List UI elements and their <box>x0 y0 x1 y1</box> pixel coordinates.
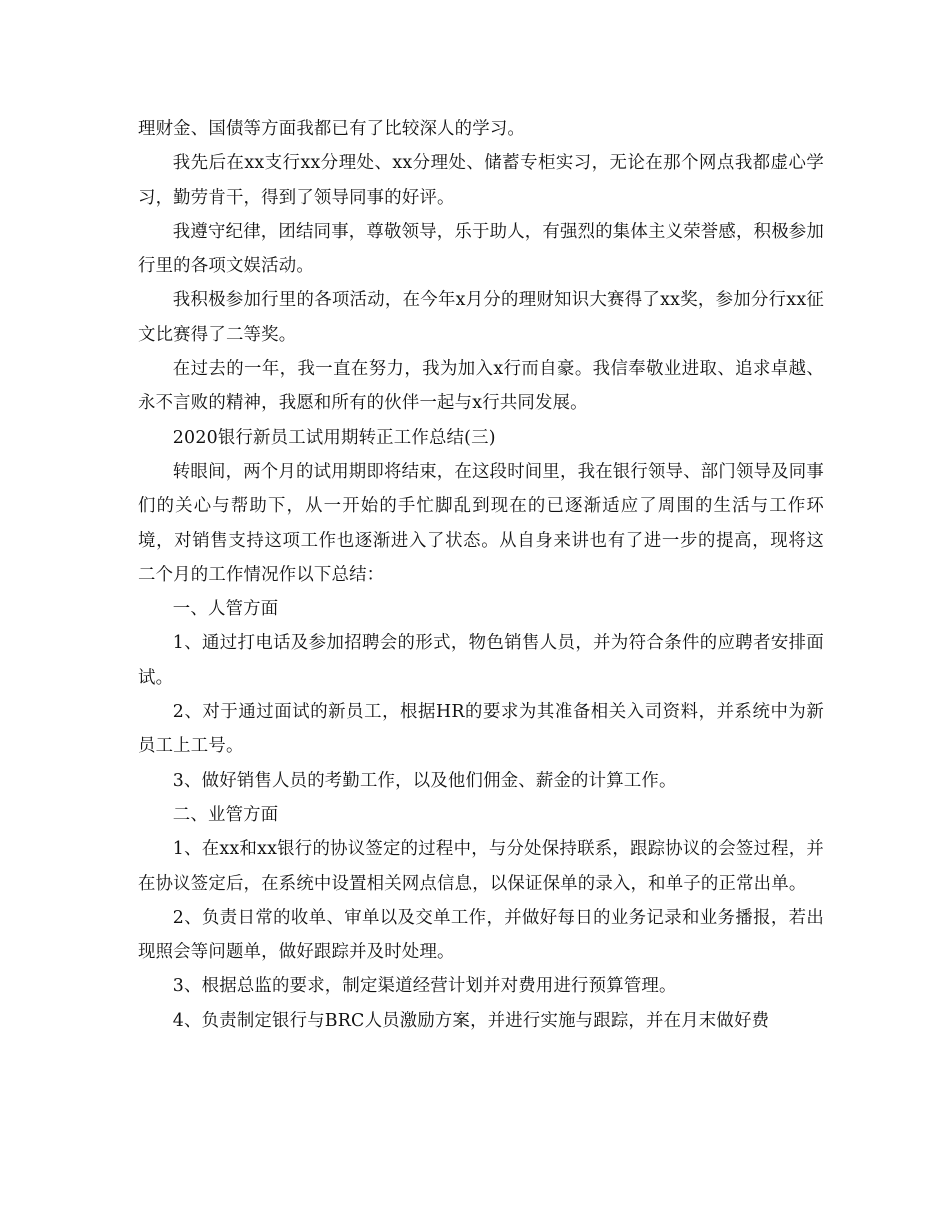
paragraph: 我积极参加行里的各项活动，在今年x月分的理财知识大赛得了xx奖，参加分行xx征文比赛得了二等奖。 <box>138 290 824 345</box>
paragraph: 在过去的一年，我一直在努力，我为加入x行而自豪。我信奉敬业进取、追求卓越、永不言败的精神，我愿和所有的伙伴一起与x行共同发展。 <box>138 359 824 414</box>
list-item: 2、负责日常的收单、审单以及交单工作，并做好每日的业务记录和业务播报，若出现照会等问题单，做好跟踪并及时处理。 <box>138 907 824 963</box>
list-item: 3、根据总监的要求，制定渠道经营计划并对费用进行预算管理。 <box>172 976 677 997</box>
section-heading: 二、业管方面 <box>172 804 279 825</box>
section-heading: 2020银行新员工试用期转正工作总结(三) <box>172 427 496 448</box>
document-body <box>138 112 824 1038</box>
list-item: 1、在xx和xx银行的协议签定的过程中，与分处保持联系，跟踪协议的会签过程，并在协议签定后，在系统中设置相关网点信息，以保证保单的录入，和单子的正常出单。 <box>138 839 824 894</box>
list-item: 3、做好销售人员的考勤工作，以及他们佣金、薪金的计算工作。 <box>172 770 677 791</box>
paragraph: 我先后在xx支行xx分理处、xx分理处、储蓄专柜实习，无论在那个网点我都虚心学习，勤劳肯干，得到了领导同事的好评。 <box>138 153 824 208</box>
list-item: 2、对于通过面试的新员工，根据HR的要求为其准备相关入司资料，并系统中为新员工上工号。 <box>138 702 824 757</box>
list-item: 1、通过打电话及参加招聘会的形式，物色销售人员，并为符合条件的应聘者安排面试。 <box>138 633 824 688</box>
paragraph: 转眼间，两个月的试用期即将结束，在这段时间里，我在银行领导、部门领导及同事们的关心与帮助下，从一开始的手忙脚乱到现在的已逐渐适应了周围的生活与工作环境，对销售支持这项工作也逐渐进入了状态。从自身来讲也有了进一步的提高，现将这二个月的工作情况作以下总结： <box>138 461 824 585</box>
paragraph: 我遵守纪律，团结同事，尊敬领导，乐于助人，有强烈的集体主义荣誉感，积极参加行里的各项文娱活动。 <box>138 221 824 277</box>
paragraph: 理财金、国债等方面我都已有了比较深人的学习。 <box>138 119 525 139</box>
section-heading: 一、人管方面 <box>172 599 279 620</box>
list-item: 4、负责制定银行与BRC人员激励方案，并进行实施与跟踪，并在月末做好费 <box>172 1010 770 1031</box>
